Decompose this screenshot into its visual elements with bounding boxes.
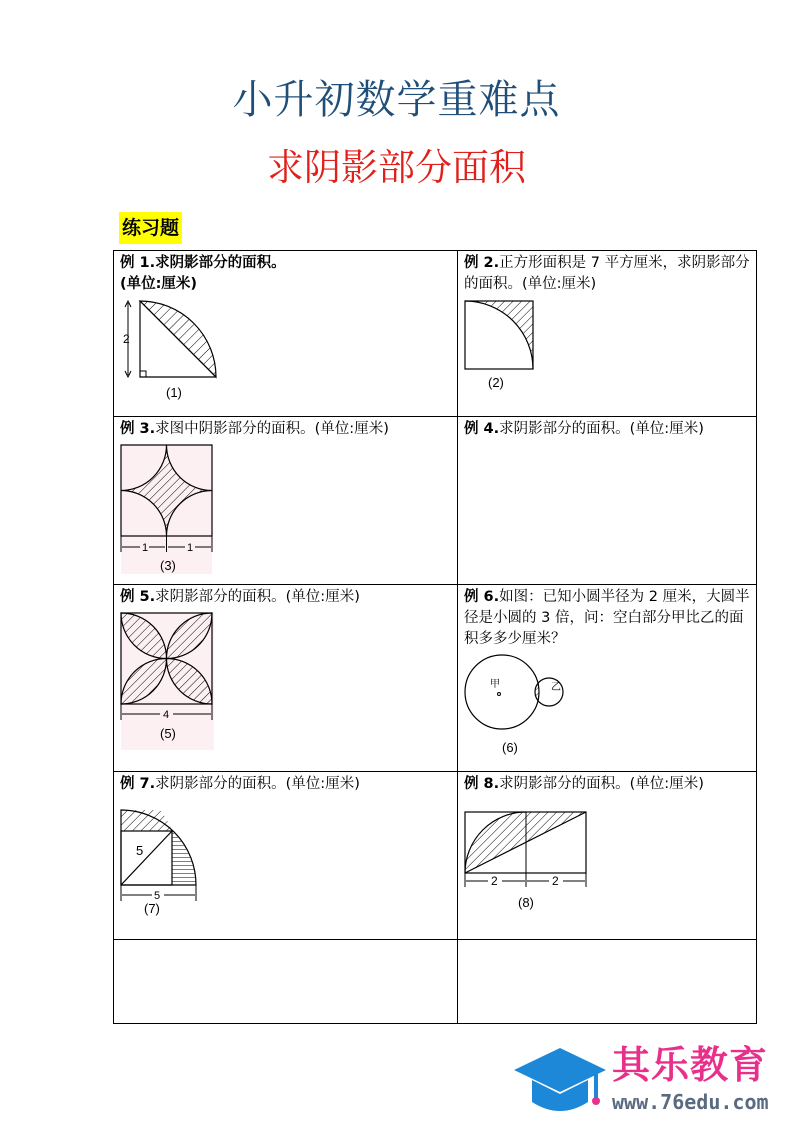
problem-5-question: 求阴影部分的面积。(单位:厘米): [155, 589, 360, 605]
problem-8-question: 求阴影部分的面积。(单位:厘米): [499, 776, 704, 792]
problem-1-text: [120, 253, 451, 295]
problem-2-question: 正方形面积是 7 平方厘米，求阴影部分的面积。(单位:厘米): [464, 255, 750, 292]
problem-3: [114, 417, 458, 585]
brand-logo: [512, 1040, 787, 1120]
problem-1-unit: (单位:厘米): [120, 276, 198, 292]
figure-6-label: (6): [502, 740, 518, 755]
problem-4-question: 求阴影部分的面积。(单位:厘米): [499, 421, 704, 437]
figure-8-label: (8): [518, 895, 534, 910]
figure-3-dim-right: 1: [187, 542, 194, 554]
problem-5-number: 例 5.: [120, 589, 156, 605]
problem-6-question: 如图：已知小圆半径为 2 厘米，大圆半径是小圆的 3 倍，问：空白部分甲比乙的面积多多少厘米？: [464, 589, 750, 647]
figure-5-label: (5): [160, 726, 176, 741]
problem-8-text: [464, 774, 750, 795]
empty-cell-left: [114, 940, 458, 1024]
figure-2-label: (2): [488, 375, 504, 390]
problem-6-number: 例 6.: [464, 589, 500, 605]
figure-7-dim-base: 5: [154, 890, 161, 902]
problem-table: [113, 250, 757, 1024]
figure-3-dim-left: 1: [142, 542, 149, 554]
page-title: 小升初数学重难点: [232, 77, 561, 123]
table-row-empty: [114, 940, 757, 1024]
empty-cell-right: [458, 940, 757, 1024]
figure-5-dim: 4: [163, 709, 170, 721]
problem-1: [114, 251, 458, 417]
figure-5: [120, 612, 220, 752]
table-row: [114, 772, 757, 940]
problem-4-number: 例 4.: [464, 421, 500, 437]
graduation-cap-icon: [512, 1040, 612, 1120]
figure-8-dim-left: 2: [491, 874, 498, 888]
page-subtitle: 求阴影部分面积: [267, 146, 526, 189]
figure-3: [120, 444, 220, 576]
problem-6-text: [464, 587, 750, 650]
table-row: [114, 251, 757, 417]
problem-1-number: 例 1.: [120, 255, 156, 271]
problem-7-text: [120, 774, 451, 795]
problem-7-number: 例 7.: [120, 776, 156, 792]
brand-name: 其乐教育: [612, 1043, 769, 1087]
figure-6-label-b: 乙: [551, 682, 561, 693]
problem-1-question: 求阴影部分的面积。: [155, 255, 286, 271]
figure-8-dim-right: 2: [552, 874, 559, 888]
section-label: 练习题: [119, 212, 182, 244]
figure-6-label-a: 甲: [490, 679, 500, 690]
figure-1-dim: 2: [123, 332, 130, 346]
problem-3-question: 求图中阴影部分的面积。(单位:厘米): [155, 421, 389, 437]
brand-url: www.76edu.com: [612, 1090, 769, 1114]
problem-4: [458, 417, 757, 585]
table-row: [114, 417, 757, 585]
figure-7: [120, 809, 220, 929]
problem-4-text: [464, 419, 750, 440]
problem-6: [458, 585, 757, 772]
problem-7: [114, 772, 458, 940]
problem-2-number: 例 2.: [464, 255, 500, 271]
problem-3-number: 例 3.: [120, 421, 156, 437]
problem-5: [114, 585, 458, 772]
figure-7-label: (7): [144, 901, 160, 916]
problem-2-text: [464, 253, 750, 295]
problem-3-text: [120, 419, 451, 440]
problem-8-number: 例 8.: [464, 776, 500, 792]
problem-5-text: [120, 587, 451, 608]
figure-2: [464, 299, 564, 391]
problem-7-question: 求阴影部分的面积。(单位:厘米): [155, 776, 360, 792]
figure-1: [120, 299, 250, 407]
table-row: [114, 585, 757, 772]
figure-6: [464, 654, 574, 758]
figure-8: [464, 811, 594, 923]
problem-2: [458, 251, 757, 417]
problem-8: [458, 772, 757, 940]
figure-7-dim-diag: 5: [136, 843, 144, 858]
figure-3-label: (3): [160, 558, 176, 573]
figure-1-label: (1): [166, 385, 182, 400]
